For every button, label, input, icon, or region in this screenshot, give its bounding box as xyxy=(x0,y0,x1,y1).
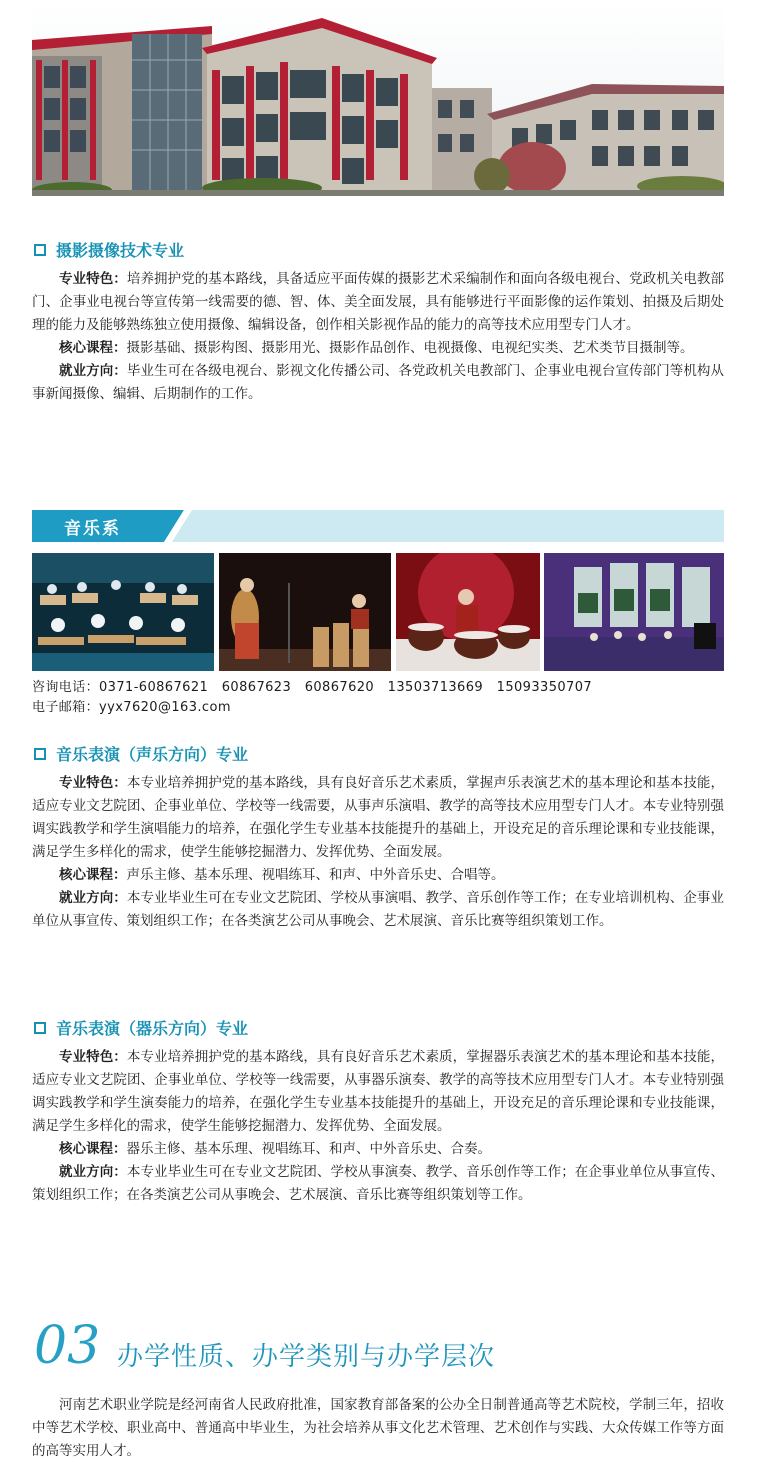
school-nature-description xyxy=(32,1394,724,1463)
feature-paragraph: 专业特色：本专业培养拥护党的基本路线，具有良好音乐艺术素质，掌握声乐表演艺术的基本理论和基本技能，适应专业文艺院团、企事业单位、学校等一线需要，从事声乐演唱、教学的高等技术应用型专门人才。本专业特别强调实践教学和学生演唱能力的培养，在强化学生专业基本技能提升的基础上，开设充足的音乐理论课和专业技能课，满足学生多样化的需求，使学生能够挖掘潜力、发挥优势、全面发展。 xyxy=(32,775,725,860)
course-paragraph: 核心课程：声乐主修、基本乐理、视唱练耳、和声、中外音乐史、合唱等。 xyxy=(59,867,505,883)
banner-title: 音乐系 xyxy=(64,519,121,539)
section-number: 03 xyxy=(34,1316,101,1376)
career-paragraph: 就业方向：本专业毕业生可在专业文艺院团、学校从事演唱、教学、音乐创作等工作；在专业培训机构、企事业单位从事宣传、策划组织工作；在各类演艺公司从事晚会、艺术展演、音乐比赛等组织策划工作。 xyxy=(32,890,725,929)
email-address: yyx7620@163.com xyxy=(99,700,231,715)
career-paragraph: 就业方向：本专业毕业生可在专业文艺院团、学校从事演奏、教学、音乐创作等工作；在企事业单位从事宣传、策划组织工作；在各类演艺公司从事晚会、艺术展演、音乐比赛等组织策划等工作。 xyxy=(32,1164,725,1203)
phone-line: 咨询电话：0371-60867621 60867623 60867620 13503713669 15093350707 xyxy=(32,680,593,695)
music-contact-info xyxy=(32,678,592,718)
concert-stage-photo xyxy=(544,553,724,671)
pipa-performance-photo xyxy=(219,553,391,671)
career-paragraph: 就业方向：毕业生可在各级电视台、影视文化传播公司、各党政机关电教部门、企事业电视台宣传部门等机构从事新闻摄像、编辑、后期制作的工作。 xyxy=(32,363,725,402)
guzheng-ensemble-photo xyxy=(32,553,214,671)
instrumental-description xyxy=(32,1046,724,1207)
campus-building-photo xyxy=(32,0,724,196)
vocal-description xyxy=(32,772,724,933)
feature-paragraph: 专业特色：培养拥护党的基本路线，具备适应平面传媒的摄影艺术采编制作和面向各级电视台、党政机关电教部门、企事业电视台等宣传第一线需要的德、智、体、美全面发展，具有能够进行平面影像的运作策划、拍摄及后期处理的能力及能够熟练独立使用摄像、编辑设备，创作相关影视作品的能力的高等技术应用型专门人才。 xyxy=(32,271,725,333)
feature-paragraph: 专业特色：本专业培养拥护党的基本路线，具有良好音乐艺术素质，掌握器乐表演艺术的基本理论和基本技能，适应专业文艺院团、企事业单位、学校等一线需要，从事器乐演奏、教学的高等技术应用型专门人才。本专业特别强调实践教学和学生演奏能力的培养，在强化学生专业基本技能提升的基础上，开设充足的音乐理论课和专业技能课，满足学生多样化的需求，使学生能够挖掘潜力、发挥优势、全面发展。 xyxy=(32,1049,725,1134)
school-nature-paragraph: 河南艺术职业学院是经河南省人民政府批准，国家教育部备案的公办全日制普通高等艺术院校，学制三年，招收中等艺术学校、职业高中、普通高中毕业生，为社会培养从事文化艺术管理、艺术创作与实践、大众传媒工作等方面的高等实用人才。 xyxy=(32,1397,724,1459)
photography-description xyxy=(32,268,724,406)
email-line: 电子邮箱：yyx7620@163.com xyxy=(32,700,231,715)
square-bullet-icon xyxy=(34,748,46,760)
music-dept-banner xyxy=(32,510,724,542)
drum-performance-photo xyxy=(396,553,540,671)
photography-major-title: 摄影摄像技术专业 xyxy=(34,238,184,261)
instrumental-major-title: 音乐表演（器乐方向）专业 xyxy=(34,1016,248,1039)
square-bullet-icon xyxy=(34,1022,46,1034)
vocal-major-title: 音乐表演（声乐方向）专业 xyxy=(34,742,248,765)
section-heading: 办学性质、办学类别与办学层次 xyxy=(117,1342,496,1372)
phone-numbers: 0371-60867621 60867623 60867620 13503713669 15093350707 xyxy=(99,680,593,695)
square-bullet-icon xyxy=(34,244,46,256)
course-paragraph: 核心课程：摄影基础、摄影构图、摄影用光、摄影作品创作、电视摄像、电视纪实类、艺术类节目摄制等。 xyxy=(59,340,694,356)
course-paragraph: 核心课程：器乐主修、基本乐理、视唱练耳、和声、中外音乐史、合奏。 xyxy=(59,1141,491,1157)
